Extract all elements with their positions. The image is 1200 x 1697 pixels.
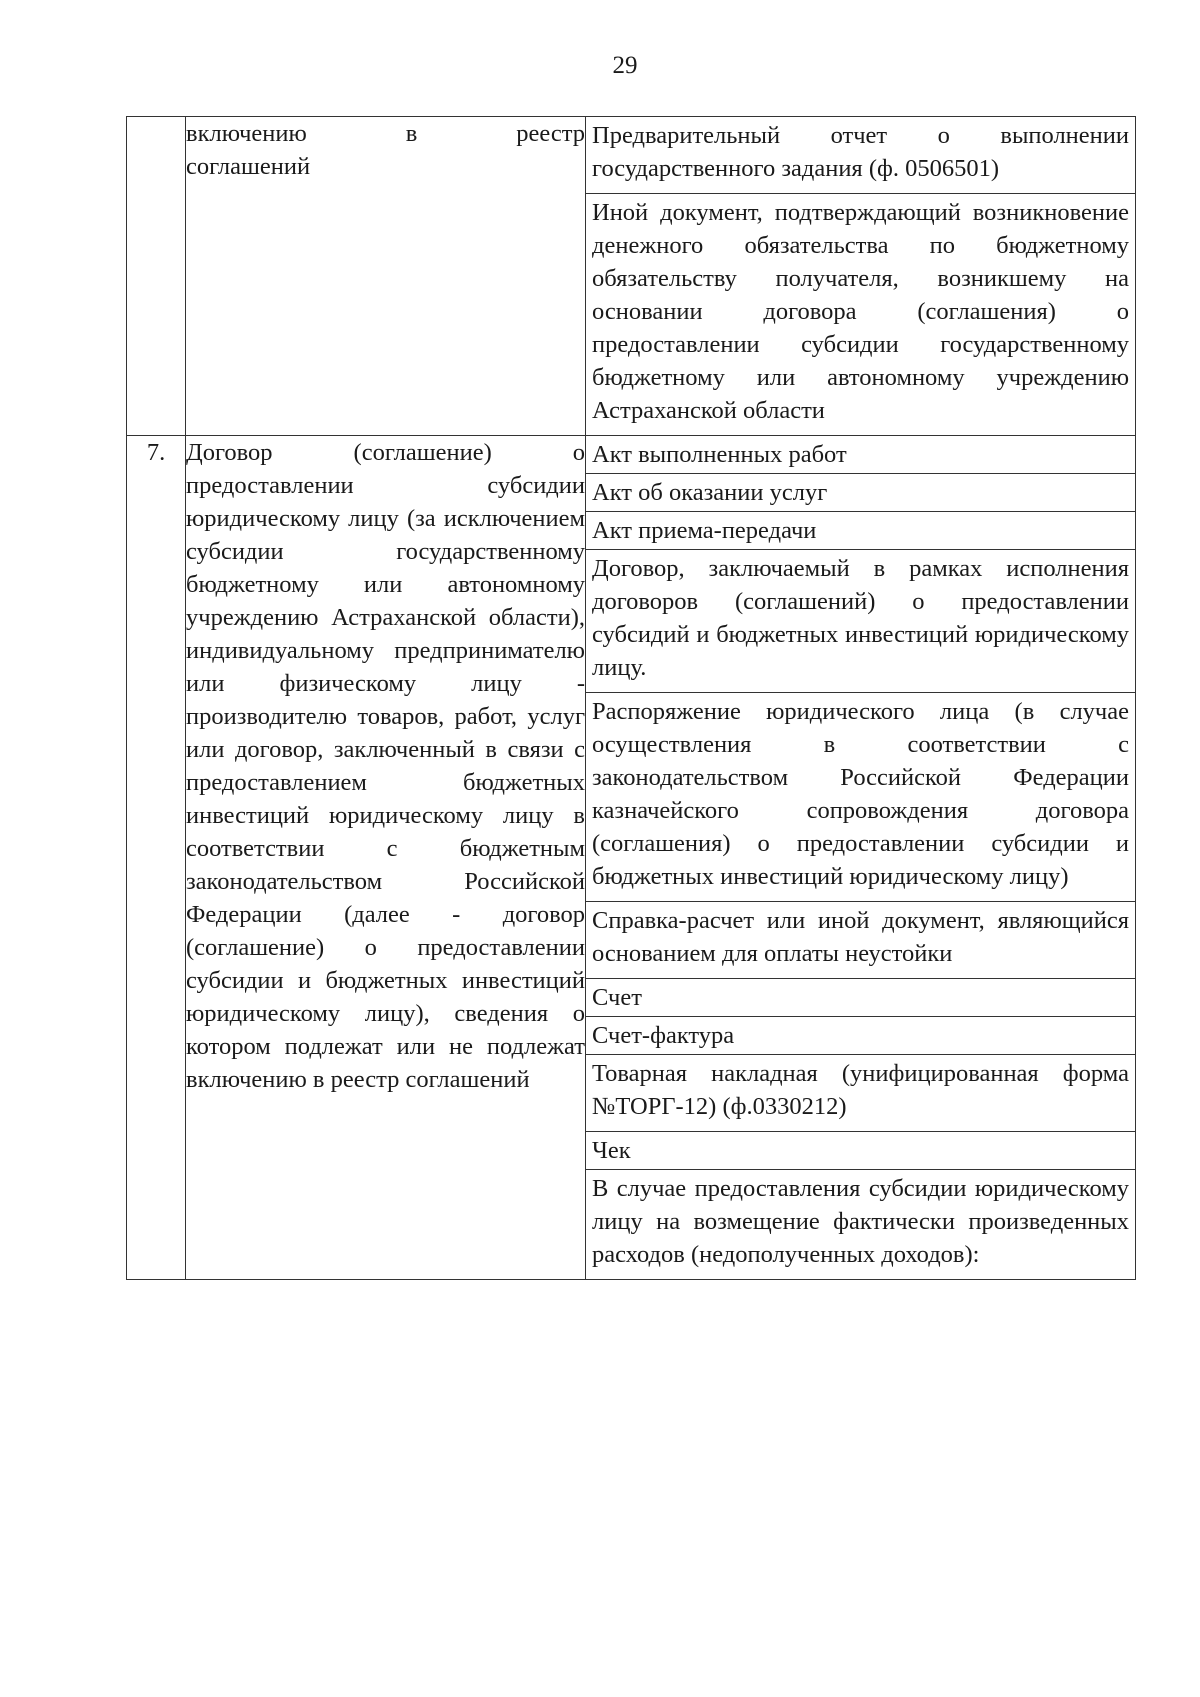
supporting-document-item: Акт об оказании услуг — [586, 473, 1135, 511]
supporting-documents-cell — [586, 436, 1136, 1280]
supporting-document-item: Распоряжение юридического лица (в случае осуществления в соответствии с законодательством Российской Федерации казначейского сопровождения договора (соглашения) о предоставлении субсидии и бюджетных инвестиций юридическому лицу) — [586, 692, 1135, 901]
supporting-document-item: В случае предоставления субсидии юридическому лицу на возмещение фактически произведенных расходов (недополученных доходов): — [586, 1169, 1135, 1279]
document-cell: Договор (соглашение) о предоставлении субсидии юридическому лицу (за исключением субсидии государственному бюджетному или автономному учреждению Астраханской области), индивидуальному предпринимателю или физическому лицу - производителю товаров, работ, услуг или договор, заключенный в связи с предоставлением бюджетных инвестиций юридическому лицу в соответствии с бюджетным законодательством Российской Федерации (далее - договор (соглашение) о предоставлении субсидии и бюджетных инвестиций юридическому лицу), сведения о котором подлежат или не подлежат включению в реестр соглашений — [186, 436, 586, 1280]
supporting-document-item: Иной документ, подтверждающий возникновение денежного обязательства по бюджетному обязательству получателя, возникшему на основании договора (соглашения) о предоставлении субсидии государственному бюджетному или автономному учреждению Астраханской области — [586, 193, 1135, 435]
table-row — [127, 117, 1136, 436]
supporting-document-item: Договор, заключаемый в рамках исполнения договоров (соглашений) о предоставлении субсидий и бюджетных инвестиций юридическому лицу. — [586, 549, 1135, 692]
supporting-document-item: Товарная накладная (унифицированная форма №ТОРГ-12) (ф.0330212) — [586, 1054, 1135, 1131]
supporting-document-item: Справка-расчет или иной документ, являющийся основанием для оплаты неустойки — [586, 901, 1135, 978]
page-number: 29 — [612, 52, 638, 79]
row-number-cell: 7. — [127, 436, 186, 1280]
supporting-document-item: Акт приема-передачи — [586, 511, 1135, 549]
supporting-document-item: Счет — [586, 978, 1135, 1016]
document-line: соглашений — [186, 153, 311, 180]
supporting-document-item: Акт выполненных работ — [592, 441, 847, 468]
supporting-document-item: Счет-фактура — [586, 1016, 1135, 1054]
document-continuation — [186, 117, 585, 183]
document-line: включению в реестр — [186, 120, 585, 147]
documents-table — [126, 116, 1136, 1280]
supporting-documents-cell — [586, 117, 1136, 436]
row-number-cell — [127, 117, 186, 436]
supporting-document-item: Чек — [586, 1131, 1135, 1169]
document-cell — [186, 117, 586, 436]
table-row — [127, 436, 1136, 1280]
supporting-document-item: Предварительный отчет о выполнении государственного задания (ф. 0506501) — [592, 122, 1129, 182]
